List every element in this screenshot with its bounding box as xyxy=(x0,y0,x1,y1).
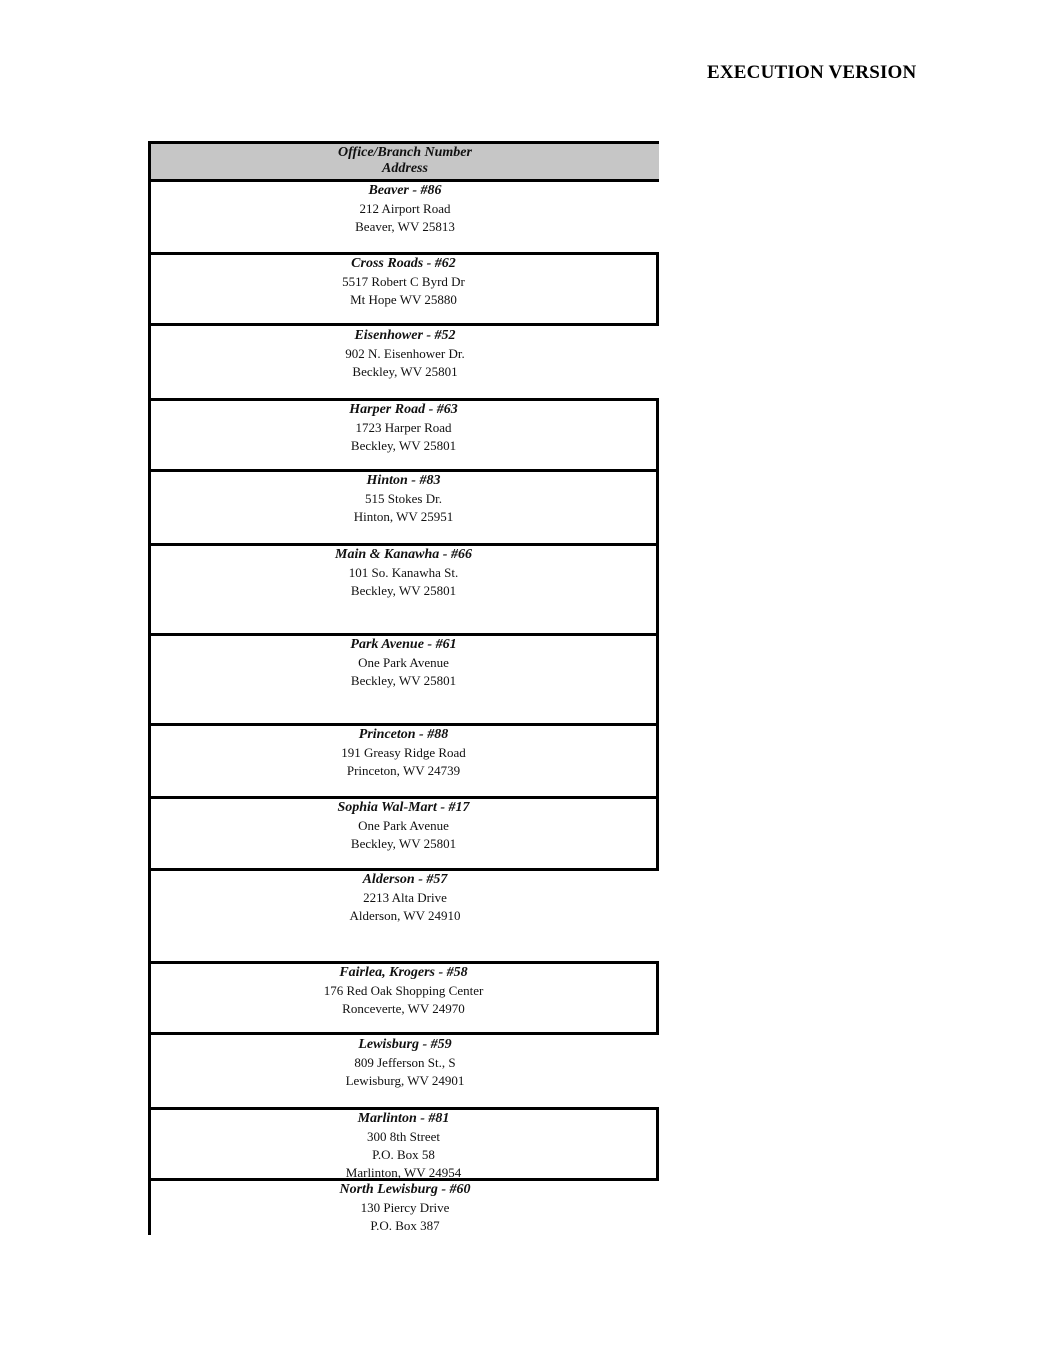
table-header xyxy=(148,141,659,182)
address-line: 5517 Robert C Byrd Dr xyxy=(342,274,465,289)
address-line: P.O. Box 58 xyxy=(372,1147,435,1162)
address-line: Beckley, WV 25801 xyxy=(350,673,457,688)
address-line: 300 8th Street xyxy=(367,1129,440,1144)
branch-name: Beaver - #86 xyxy=(368,183,442,198)
branch-name: Princeton - #88 xyxy=(358,727,449,742)
address-line: Beckley, WV 25801 xyxy=(352,364,458,379)
branch-name: Hinton - #83 xyxy=(366,473,441,488)
table-row xyxy=(148,1181,659,1235)
branch-name: Harper Road - #63 xyxy=(349,402,458,417)
address-line: 212 Airport Road xyxy=(359,201,451,216)
branch-name: Alderson - #57 xyxy=(362,872,448,887)
address-line: Marlinton, WV 24954 xyxy=(345,1165,462,1180)
address-line: 130 Piercy Drive xyxy=(360,1200,450,1215)
address-line: 176 Red Oak Shopping Center xyxy=(323,983,484,998)
address-line: P.O. Box 387 xyxy=(370,1218,440,1233)
address-line: Princeton, WV 24739 xyxy=(346,763,461,778)
address-line: Hinton, WV 25951 xyxy=(353,509,454,524)
table-row xyxy=(148,472,659,546)
address-line: Beckley, WV 25801 xyxy=(350,583,457,598)
address-line: Beckley, WV 25801 xyxy=(350,438,457,453)
table-row xyxy=(148,182,659,252)
table-row xyxy=(148,326,659,398)
address-line: Lewisburg, WV 24901 xyxy=(345,1073,465,1088)
table-row xyxy=(148,799,659,871)
address-line: Beaver, WV 25813 xyxy=(355,219,455,234)
execution-version-label: EXECUTION VERSION xyxy=(707,62,917,83)
address-line: One Park Avenue xyxy=(358,818,449,833)
header-office-branch-number: Office/Branch Number xyxy=(338,145,472,160)
table-row xyxy=(148,871,659,961)
branch-name: North Lewisburg - #60 xyxy=(339,1182,471,1197)
branch-table xyxy=(148,141,659,1235)
branch-name: Park Avenue - #61 xyxy=(350,637,457,652)
table-row xyxy=(148,1107,659,1181)
header-address: Address xyxy=(382,161,428,176)
address-line: 809 Jefferson St., S xyxy=(354,1055,456,1070)
address-line: Alderson, WV 24910 xyxy=(349,908,461,923)
address-line: 1723 Harper Road xyxy=(355,420,452,435)
table-row xyxy=(148,961,659,1035)
branch-name: Sophia Wal-Mart - #17 xyxy=(337,800,470,815)
branch-name: Cross Roads - #62 xyxy=(351,256,456,271)
table-row xyxy=(148,726,659,799)
table-row xyxy=(148,546,659,636)
address-line: 2213 Alta Drive xyxy=(363,890,447,905)
table-row xyxy=(148,1035,659,1107)
address-line: Beckley, WV 25801 xyxy=(350,836,457,851)
branch-name: Main & Kanawha - #66 xyxy=(335,547,472,562)
table-row xyxy=(148,398,659,472)
address-line: Mt Hope WV 25880 xyxy=(350,292,457,307)
address-line: 902 N. Eisenhower Dr. xyxy=(345,346,465,361)
address-line: 191 Greasy Ridge Road xyxy=(341,745,466,760)
table-row xyxy=(148,636,659,726)
address-line: 101 So. Kanawha St. xyxy=(348,565,459,580)
address-line: 515 Stokes Dr. xyxy=(365,491,442,506)
branch-name: Marlinton - #81 xyxy=(357,1111,450,1126)
branch-name: Fairlea, Krogers - #58 xyxy=(339,965,468,980)
branch-name: Lewisburg - #59 xyxy=(358,1037,452,1052)
address-line: One Park Avenue xyxy=(358,655,449,670)
address-line: Ronceverte, WV 24970 xyxy=(342,1001,465,1016)
branch-name: Eisenhower - #52 xyxy=(354,328,456,343)
table-row xyxy=(148,252,659,326)
